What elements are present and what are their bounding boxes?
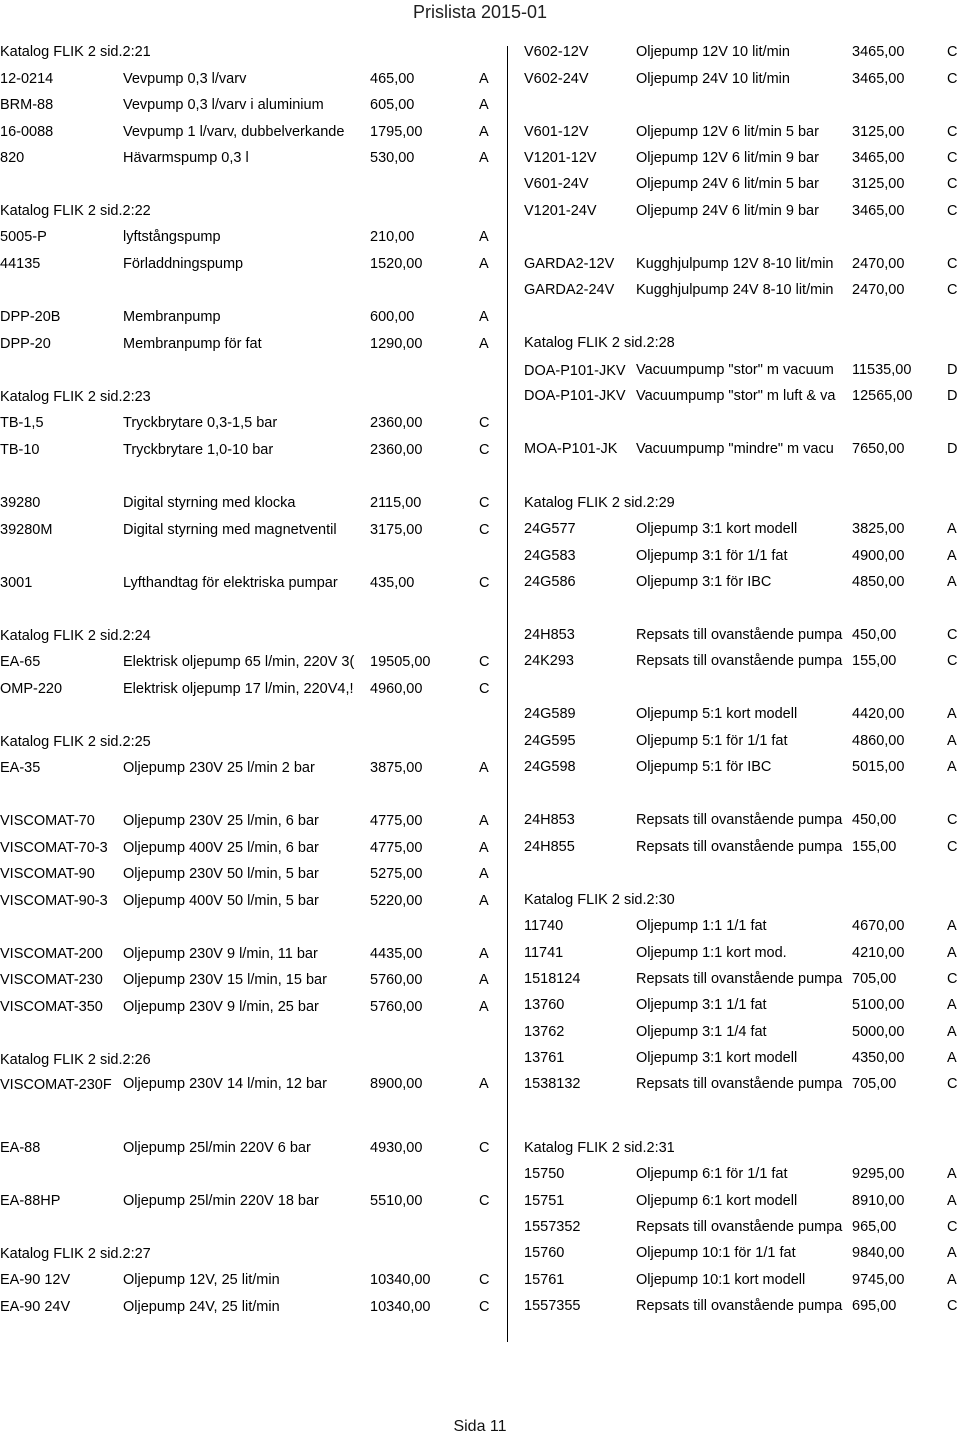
- item-code: VISCOMAT-200: [0, 946, 103, 962]
- item-description: Hävarmspump 0,3 l: [123, 150, 249, 166]
- item-code: V602-24V: [524, 71, 589, 87]
- item-price: 4900,00: [852, 548, 905, 564]
- item-code: 12-0214: [0, 71, 54, 87]
- price-class: A: [479, 229, 489, 245]
- price-class: A: [947, 1245, 957, 1261]
- item-price: 450,00: [852, 627, 897, 643]
- item-price: 3465,00: [852, 150, 905, 166]
- price-class: C: [947, 256, 958, 272]
- price-class: C: [479, 575, 490, 591]
- price-class: C: [479, 415, 490, 431]
- item-price: 5760,00: [370, 999, 423, 1015]
- item-price: 2470,00: [852, 282, 905, 298]
- price-class: A: [947, 997, 957, 1013]
- item-price: 4420,00: [852, 706, 905, 722]
- item-description: Vevpump 0,3 l/varv i aluminium: [123, 97, 324, 113]
- item-code: V601-12V: [524, 124, 589, 140]
- item-price: 1290,00: [370, 336, 423, 352]
- price-class: A: [479, 336, 489, 352]
- item-code: TB-1,5: [0, 415, 44, 431]
- price-class: C: [947, 203, 958, 219]
- price-class: C: [479, 442, 490, 458]
- item-code: 13762: [524, 1024, 565, 1040]
- item-price: 4350,00: [852, 1050, 905, 1066]
- item-description: Oljepump 5:1 för IBC: [636, 759, 772, 775]
- item-price: 5760,00: [370, 972, 423, 988]
- item-code: VISCOMAT-230F: [0, 1077, 112, 1093]
- price-class: A: [479, 150, 489, 166]
- price-class: C: [947, 176, 958, 192]
- column-divider: [507, 46, 508, 1342]
- price-class: C: [479, 654, 490, 670]
- item-description: Oljepump 10:1 kort modell: [636, 1272, 806, 1288]
- item-description: Oljepump 3:1 kort modell: [636, 1050, 798, 1066]
- item-description: Repsats till ovanstående pumpa: [636, 971, 843, 987]
- item-code: 1557352: [524, 1219, 581, 1235]
- price-class: A: [479, 97, 489, 113]
- item-code: 11741: [524, 945, 564, 961]
- item-code: EA-35: [0, 760, 41, 776]
- page-number: Sida 11: [453, 1418, 507, 1435]
- price-class: A: [947, 733, 957, 749]
- item-price: 4210,00: [852, 945, 905, 961]
- item-code: 1518124: [524, 971, 581, 987]
- item-code: EA-88HP: [0, 1193, 61, 1209]
- item-description: Vevpump 0,3 l/varv: [123, 71, 247, 87]
- price-class: A: [479, 893, 489, 909]
- item-price: 8900,00: [370, 1076, 423, 1092]
- price-class: D: [947, 441, 958, 457]
- item-description: Oljepump 24V, 25 lit/min: [123, 1299, 280, 1315]
- catalog-section-heading: Katalog FLIK 2 sid.2:24: [0, 628, 151, 644]
- item-code: EA-90 24V: [0, 1299, 71, 1315]
- catalog-section-heading: Katalog FLIK 2 sid.2:25: [0, 734, 151, 750]
- price-class: C: [479, 495, 490, 511]
- item-price: 3125,00: [852, 124, 905, 140]
- item-code: 15760: [524, 1245, 565, 1261]
- item-price: 3125,00: [852, 176, 905, 192]
- item-description: Kugghjulpump 24V 8-10 lit/min: [636, 282, 834, 298]
- price-class: C: [479, 1299, 490, 1315]
- price-class: A: [479, 866, 489, 882]
- item-description: Oljepump 24V 10 lit/min: [636, 71, 790, 87]
- price-class: C: [947, 812, 958, 828]
- catalog-section-heading: Katalog FLIK 2 sid.2:29: [524, 495, 675, 511]
- item-code: 24G583: [524, 548, 576, 564]
- item-description: Oljepump 12V 10 lit/min: [636, 44, 790, 60]
- item-code: V602-12V: [524, 44, 589, 60]
- item-code: 24G586: [524, 574, 576, 590]
- item-description: Oljepump 1:1 1/1 fat: [636, 918, 767, 934]
- item-description: Elektrisk oljepump 17 l/min, 220V4,!: [123, 681, 354, 697]
- item-description: Vacuumpump "stor" m luft & va: [636, 388, 836, 404]
- item-price: 1520,00: [370, 256, 423, 272]
- item-code: 39280M: [0, 522, 53, 538]
- item-price: 2115,00: [370, 495, 422, 511]
- item-description: Oljepump 230V 9 l/min, 11 bar: [123, 946, 318, 962]
- item-description: Oljepump 12V 6 lit/min 9 bar: [636, 150, 819, 166]
- price-class: C: [947, 282, 958, 298]
- item-code: VISCOMAT-230: [0, 972, 103, 988]
- catalog-section-heading: Katalog FLIK 2 sid.2:30: [524, 892, 675, 908]
- item-description: Oljepump 230V 9 l/min, 25 bar: [123, 999, 319, 1015]
- price-class: A: [947, 759, 957, 775]
- item-description: Oljepump 10:1 för 1/1 fat: [636, 1245, 796, 1261]
- page-title: Prislista 2015-01: [412, 2, 548, 22]
- price-class: A: [947, 521, 957, 537]
- item-price: 3175,00: [370, 522, 423, 538]
- item-description: Repsats till ovanstående pumpa: [636, 653, 843, 669]
- item-description: Digital styrning med magnetventil: [123, 522, 337, 538]
- price-class: A: [947, 1050, 957, 1066]
- item-code: 13760: [524, 997, 565, 1013]
- price-class: A: [947, 1024, 957, 1040]
- item-description: Kugghjulpump 12V 8-10 lit/min: [636, 256, 834, 272]
- catalog-section-heading: Katalog FLIK 2 sid.2:28: [524, 335, 675, 351]
- price-class: C: [947, 627, 958, 643]
- item-description: Oljepump 230V 15 l/min, 15 bar: [123, 972, 327, 988]
- item-price: 695,00: [852, 1298, 897, 1314]
- item-description: Repsats till ovanstående pumpa: [636, 1219, 843, 1235]
- item-description: Oljepump 400V 25 l/min, 6 bar: [123, 840, 319, 856]
- item-code: 1557355: [524, 1298, 581, 1314]
- item-code: 24G577: [524, 521, 576, 537]
- price-class: A: [479, 256, 489, 272]
- item-code: 24G595: [524, 733, 576, 749]
- item-price: 605,00: [370, 97, 415, 113]
- price-class: D: [947, 388, 958, 404]
- item-price: 2470,00: [852, 256, 905, 272]
- item-price: 600,00: [370, 309, 415, 325]
- item-price: 8910,00: [852, 1193, 905, 1209]
- price-class: C: [947, 839, 958, 855]
- price-class: A: [479, 972, 489, 988]
- item-price: 5015,00: [852, 759, 905, 775]
- price-class: A: [479, 124, 489, 140]
- item-code: EA-90 12V: [0, 1272, 71, 1288]
- item-price: 965,00: [852, 1219, 897, 1235]
- price-class: A: [479, 309, 489, 325]
- item-price: 705,00: [852, 971, 897, 987]
- item-description: Oljepump 12V, 25 lit/min: [123, 1272, 280, 1288]
- item-code: OMP-220: [0, 681, 63, 697]
- item-price: 5000,00: [852, 1024, 905, 1040]
- item-description: Oljepump 3:1 kort modell: [636, 521, 798, 537]
- price-class: C: [479, 1272, 490, 1288]
- catalog-section-heading: Katalog FLIK 2 sid.2:23: [0, 389, 151, 405]
- price-class: A: [947, 1272, 957, 1288]
- item-description: Oljepump 230V 50 l/min, 5 bar: [123, 866, 319, 882]
- price-class: C: [947, 971, 958, 987]
- catalog-section-heading: Katalog FLIK 2 sid.2:31: [524, 1140, 675, 1156]
- price-class: C: [947, 150, 958, 166]
- price-class: C: [479, 681, 490, 697]
- item-description: Repsats till ovanstående pumpa: [636, 1298, 843, 1314]
- price-class: A: [479, 813, 489, 829]
- item-description: Oljepump 6:1 för 1/1 fat: [636, 1166, 788, 1182]
- item-description: Vevpump 1 l/varv, dubbelverkande: [123, 124, 345, 140]
- price-class: A: [947, 548, 957, 564]
- item-code: 16-0088: [0, 124, 54, 140]
- price-class: C: [947, 1298, 958, 1314]
- catalog-section-heading: Katalog FLIK 2 sid.2:26: [0, 1052, 151, 1068]
- price-class: C: [947, 1076, 958, 1092]
- item-description: Lyfthandtag för elektriska pumpar: [123, 575, 338, 591]
- item-code: MOA-P101-JK: [524, 441, 618, 457]
- item-price: 10340,00: [370, 1272, 431, 1288]
- catalog-section-heading: Katalog FLIK 2 sid.2:22: [0, 203, 151, 219]
- price-class: A: [947, 945, 957, 961]
- price-class: A: [947, 918, 957, 934]
- item-code: 11740: [524, 918, 564, 934]
- item-code: 39280: [0, 495, 41, 511]
- item-description: Oljepump 5:1 kort modell: [636, 706, 798, 722]
- item-code: GARDA2-12V: [524, 256, 615, 272]
- item-code: 24H855: [524, 839, 575, 855]
- item-price: 705,00: [852, 1076, 897, 1092]
- price-class: A: [479, 946, 489, 962]
- item-description: Oljepump 25l/min 220V 6 bar: [123, 1140, 311, 1156]
- item-description: lyftstångspump: [123, 229, 221, 245]
- item-price: 1795,00: [370, 124, 423, 140]
- price-class: A: [479, 1076, 489, 1092]
- item-code: EA-88: [0, 1140, 41, 1156]
- item-price: 4775,00: [370, 813, 423, 829]
- item-code: 24H853: [524, 627, 575, 643]
- item-code: 24H853: [524, 812, 575, 828]
- item-price: 5220,00: [370, 893, 423, 909]
- item-code: VISCOMAT-70-3: [0, 840, 108, 856]
- item-code: DPP-20B: [0, 309, 61, 325]
- item-description: Oljepump 3:1 för 1/1 fat: [636, 548, 788, 564]
- price-class: C: [947, 653, 958, 669]
- item-price: 4775,00: [370, 840, 423, 856]
- item-price: 5510,00: [370, 1193, 423, 1209]
- item-price: 3465,00: [852, 203, 905, 219]
- item-description: Oljepump 400V 50 l/min, 5 bar: [123, 893, 319, 909]
- item-price: 465,00: [370, 71, 415, 87]
- item-description: Vacuumpump "mindre" m vacu: [636, 441, 834, 457]
- item-code: BRM-88: [0, 97, 54, 113]
- price-class: A: [947, 706, 957, 722]
- item-description: Membranpump: [123, 309, 221, 325]
- item-description: Oljepump 24V 6 lit/min 9 bar: [636, 203, 819, 219]
- item-code: 13761: [524, 1050, 565, 1066]
- item-price: 9840,00: [852, 1245, 905, 1261]
- item-price: 4435,00: [370, 946, 423, 962]
- item-price: 210,00: [370, 229, 415, 245]
- item-description: Oljepump 230V 25 l/min, 6 bar: [123, 813, 319, 829]
- item-description: Oljepump 3:1 1/4 fat: [636, 1024, 767, 1040]
- price-class: C: [479, 1193, 490, 1209]
- item-description: Oljepump 3:1 1/1 fat: [636, 997, 767, 1013]
- item-price: 3825,00: [852, 521, 905, 537]
- item-price: 4960,00: [370, 681, 423, 697]
- item-price: 4860,00: [852, 733, 905, 749]
- item-description: Oljepump 3:1 för IBC: [636, 574, 772, 590]
- item-description: Oljepump 230V 14 l/min, 12 bar: [123, 1076, 327, 1092]
- item-code: GARDA2-24V: [524, 282, 615, 298]
- item-code: 15750: [524, 1166, 565, 1182]
- item-price: 450,00: [852, 812, 897, 828]
- item-price: 7650,00: [852, 441, 905, 457]
- item-code: TB-10: [0, 442, 40, 458]
- price-class: C: [479, 522, 490, 538]
- item-code: 24G589: [524, 706, 576, 722]
- catalog-section-heading: Katalog FLIK 2 sid.2:27: [0, 1246, 151, 1262]
- item-description: Oljepump 5:1 för 1/1 fat: [636, 733, 788, 749]
- item-code: DPP-20: [0, 336, 51, 352]
- price-class: A: [479, 999, 489, 1015]
- item-code: V1201-12V: [524, 150, 597, 166]
- price-class: C: [479, 1140, 490, 1156]
- price-class: C: [947, 44, 958, 60]
- price-class: C: [947, 124, 958, 140]
- item-code: VISCOMAT-70: [0, 813, 95, 829]
- item-price: 435,00: [370, 575, 415, 591]
- item-code: 24G598: [524, 759, 576, 775]
- price-class: D: [947, 362, 958, 378]
- item-code: V601-24V: [524, 176, 589, 192]
- item-price: 4850,00: [852, 574, 905, 590]
- item-price: 155,00: [852, 653, 897, 669]
- item-price: 3875,00: [370, 760, 423, 776]
- price-class: A: [947, 1193, 957, 1209]
- item-description: Oljepump 24V 6 lit/min 5 bar: [636, 176, 819, 192]
- item-price: 4930,00: [370, 1140, 423, 1156]
- item-code: DOA-P101-JKV: [524, 388, 626, 404]
- item-price: 9745,00: [852, 1272, 905, 1288]
- item-price: 3465,00: [852, 44, 905, 60]
- price-class: C: [947, 1219, 958, 1235]
- item-code: 5005-P: [0, 229, 47, 245]
- item-price: 10340,00: [370, 1299, 431, 1315]
- item-description: Elektrisk oljepump 65 l/min, 220V 3(: [123, 654, 355, 670]
- price-class: A: [479, 840, 489, 856]
- price-class: A: [947, 1166, 957, 1182]
- item-description: Oljepump 12V 6 lit/min 5 bar: [636, 124, 819, 140]
- item-code: 15751: [524, 1193, 565, 1209]
- item-description: Repsats till ovanstående pumpa: [636, 839, 843, 855]
- item-price: 3465,00: [852, 71, 905, 87]
- price-class: A: [479, 760, 489, 776]
- item-price: 12565,00: [852, 388, 913, 404]
- item-description: Oljepump 230V 25 l/min 2 bar: [123, 760, 315, 776]
- item-code: DOA-P101-JKV: [524, 363, 626, 379]
- item-price: 5100,00: [852, 997, 905, 1013]
- item-description: Förladdningspump: [123, 256, 244, 272]
- catalog-section-heading: Katalog FLIK 2 sid.2:21: [0, 44, 151, 60]
- item-code: 3001: [0, 575, 33, 591]
- item-price: 5275,00: [370, 866, 423, 882]
- item-price: 155,00: [852, 839, 897, 855]
- item-code: EA-65: [0, 654, 41, 670]
- price-class: C: [947, 71, 958, 87]
- item-description: Membranpump för fat: [123, 336, 262, 352]
- item-price: 19505,00: [370, 654, 431, 670]
- item-description: Oljepump 6:1 kort modell: [636, 1193, 798, 1209]
- price-class: A: [479, 71, 489, 87]
- item-code: VISCOMAT-350: [0, 999, 103, 1015]
- item-code: 44135: [0, 256, 41, 272]
- item-price: 11535,00: [852, 362, 912, 378]
- item-code: VISCOMAT-90: [0, 866, 95, 882]
- item-price: 530,00: [370, 150, 415, 166]
- item-description: Oljepump 1:1 kort mod.: [636, 945, 787, 961]
- item-price: 2360,00: [370, 442, 423, 458]
- item-description: Vacuumpump "stor" m vacuum: [636, 362, 834, 378]
- item-code: 820: [0, 150, 25, 166]
- item-code: VISCOMAT-90-3: [0, 893, 108, 909]
- item-description: Repsats till ovanstående pumpa: [636, 812, 843, 828]
- item-description: Repsats till ovanstående pumpa: [636, 1076, 843, 1092]
- item-code: 24K293: [524, 653, 574, 669]
- item-code: 1538132: [524, 1076, 581, 1092]
- item-code: 15761: [524, 1272, 565, 1288]
- item-description: Oljepump 25l/min 220V 18 bar: [123, 1193, 319, 1209]
- item-description: Tryckbrytare 1,0-10 bar: [123, 442, 274, 458]
- item-description: Repsats till ovanstående pumpa: [636, 627, 843, 643]
- item-price: 9295,00: [852, 1166, 905, 1182]
- item-price: 4670,00: [852, 918, 905, 934]
- item-code: V1201-24V: [524, 203, 597, 219]
- item-description: Digital styrning med klocka: [123, 495, 296, 511]
- item-description: Tryckbrytare 0,3-1,5 bar: [123, 415, 278, 431]
- item-price: 2360,00: [370, 415, 423, 431]
- price-class: A: [947, 574, 957, 590]
